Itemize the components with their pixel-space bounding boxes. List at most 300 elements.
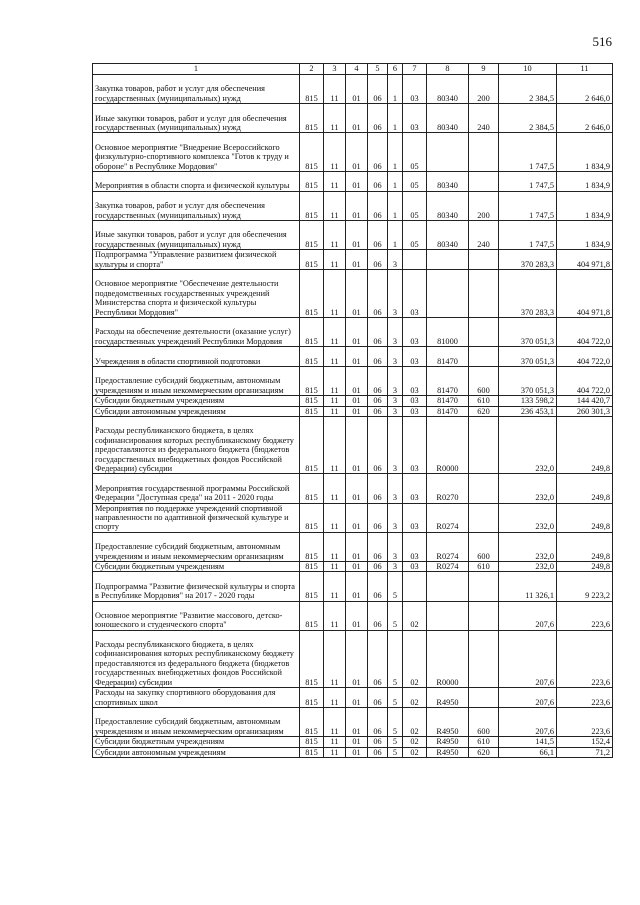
cell-c11: 2 646,0: [557, 75, 613, 104]
cell-c9: [469, 269, 499, 317]
cell-c9: [469, 630, 499, 687]
table-row: [93, 737, 613, 747]
cell-c8: R0274: [427, 532, 469, 561]
cell-c7: 05: [403, 133, 427, 172]
cell-c9: 600: [469, 532, 499, 561]
cell-c5: 06: [368, 347, 388, 367]
cell-c7: [403, 250, 427, 270]
cell-c8: 81470: [427, 347, 469, 367]
cell-c7: 03: [403, 474, 427, 503]
cell-c3: 11: [324, 630, 346, 687]
cell-c5: 06: [368, 416, 388, 473]
header-cell: 9: [469, 64, 499, 75]
cell-c8: R4950: [427, 737, 469, 747]
table-row: [93, 630, 613, 687]
cell-c2: 815: [300, 532, 324, 561]
budget-table: [92, 63, 613, 758]
cell-c5: 06: [368, 75, 388, 104]
cell-c4: 01: [346, 317, 368, 346]
cell-c4: 01: [346, 396, 368, 406]
cell-c5: 06: [368, 737, 388, 747]
cell-c10: 207,6: [499, 601, 557, 630]
cell-c3: 11: [324, 250, 346, 270]
row-name: Основное мероприятие "Развитие массового, детско-юношеского и студенческого спорта": [93, 601, 300, 630]
cell-c6: 3: [388, 317, 403, 346]
cell-c11: 2 646,0: [557, 104, 613, 133]
cell-c6: 1: [388, 220, 403, 249]
cell-c9: [469, 474, 499, 503]
cell-c7: 02: [403, 747, 427, 757]
cell-c5: 06: [368, 707, 388, 736]
cell-c4: 01: [346, 737, 368, 747]
header-cell: 11: [557, 64, 613, 75]
cell-c2: 815: [300, 191, 324, 220]
cell-c4: 01: [346, 220, 368, 249]
table-row: [93, 171, 613, 191]
header-cell: 5: [368, 64, 388, 75]
cell-c9: [469, 503, 499, 532]
cell-c7: 03: [403, 269, 427, 317]
cell-c5: 06: [368, 630, 388, 687]
cell-c11: 9 223,2: [557, 572, 613, 601]
header-cell: 6: [388, 64, 403, 75]
cell-c11: 249,8: [557, 532, 613, 561]
row-name: Подпрограмма "Развитие физической культуры и спорта в Республике Мордовия" на 2017 - 2020 годы: [93, 572, 300, 601]
cell-c3: 11: [324, 171, 346, 191]
cell-c8: 81470: [427, 366, 469, 395]
cell-c2: 815: [300, 347, 324, 367]
cell-c8: 81470: [427, 406, 469, 416]
cell-c9: 200: [469, 75, 499, 104]
cell-c10: 2 384,5: [499, 75, 557, 104]
cell-c4: 01: [346, 572, 368, 601]
cell-c5: 06: [368, 250, 388, 270]
cell-c3: 11: [324, 75, 346, 104]
cell-c5: 06: [368, 406, 388, 416]
cell-c5: 06: [368, 532, 388, 561]
cell-c10: 232,0: [499, 416, 557, 473]
cell-c11: 144 420,7: [557, 396, 613, 406]
cell-c6: 1: [388, 133, 403, 172]
cell-c8: [427, 133, 469, 172]
cell-c9: [469, 416, 499, 473]
cell-c2: 815: [300, 171, 324, 191]
cell-c8: 80340: [427, 171, 469, 191]
cell-c7: 03: [403, 406, 427, 416]
cell-c9: 240: [469, 220, 499, 249]
cell-c4: 01: [346, 532, 368, 561]
header-cell: 10: [499, 64, 557, 75]
cell-c10: 207,6: [499, 630, 557, 687]
cell-c3: 11: [324, 572, 346, 601]
row-name: Иные закупки товаров, работ и услуг для обеспечения государственных (муниципальных) нужд: [93, 220, 300, 249]
cell-c6: 3: [388, 474, 403, 503]
cell-c3: 11: [324, 269, 346, 317]
cell-c7: 03: [403, 532, 427, 561]
table-row: [93, 601, 613, 630]
cell-c4: 01: [346, 366, 368, 395]
cell-c8: 81000: [427, 317, 469, 346]
table-row: [93, 104, 613, 133]
row-name: Основное мероприятие "Внедрение Всероссийского физкультурно-спортивного комплекса "Готов к труду и обороне" в Республике Мордовия": [93, 133, 300, 172]
cell-c10: 66,1: [499, 747, 557, 757]
cell-c11: 152,4: [557, 737, 613, 747]
cell-c10: 370 051,3: [499, 317, 557, 346]
cell-c3: 11: [324, 532, 346, 561]
cell-c8: 80340: [427, 75, 469, 104]
row-name: Предоставление субсидий бюджетным, автономным учреждениям и иным некоммерческим организациям: [93, 366, 300, 395]
row-name: Расходы республиканского бюджета, в целях софинансирования которых республиканскому бюджету предоставляются из федерального бюджета (бюджетов государственных внебюджетных фондов Российской Федерации) субсидии: [93, 630, 300, 687]
cell-c9: 610: [469, 396, 499, 406]
table-row: [93, 406, 613, 416]
cell-c9: 620: [469, 747, 499, 757]
cell-c2: 815: [300, 104, 324, 133]
cell-c11: 404 971,8: [557, 269, 613, 317]
table-row: [93, 532, 613, 561]
cell-c9: 620: [469, 406, 499, 416]
cell-c5: 06: [368, 561, 388, 571]
cell-c6: 3: [388, 532, 403, 561]
cell-c3: 11: [324, 104, 346, 133]
cell-c10: 1 747,5: [499, 191, 557, 220]
cell-c4: 01: [346, 250, 368, 270]
cell-c8: R0274: [427, 561, 469, 571]
cell-c10: 1 747,5: [499, 133, 557, 172]
cell-c7: 03: [403, 104, 427, 133]
cell-c2: 815: [300, 561, 324, 571]
cell-c4: 01: [346, 191, 368, 220]
table-row: [93, 269, 613, 317]
cell-c11: 223,6: [557, 601, 613, 630]
table-row: [93, 347, 613, 367]
cell-c2: 815: [300, 630, 324, 687]
cell-c3: 11: [324, 347, 346, 367]
cell-c10: 2 384,5: [499, 104, 557, 133]
cell-c8: R0274: [427, 503, 469, 532]
table-row: [93, 366, 613, 395]
header-cell: 1: [93, 64, 300, 75]
cell-c5: 06: [368, 171, 388, 191]
cell-c7: 05: [403, 171, 427, 191]
cell-c6: 1: [388, 191, 403, 220]
cell-c5: 06: [368, 747, 388, 757]
cell-c2: 815: [300, 406, 324, 416]
cell-c9: [469, 601, 499, 630]
cell-c11: 249,8: [557, 561, 613, 571]
cell-c2: 815: [300, 416, 324, 473]
cell-c6: 3: [388, 561, 403, 571]
cell-c9: [469, 317, 499, 346]
cell-c10: 1 747,5: [499, 171, 557, 191]
row-name: Закупка товаров, работ и услуг для обеспечения государственных (муниципальных) нужд: [93, 191, 300, 220]
cell-c10: 1 747,5: [499, 220, 557, 249]
table-row: [93, 250, 613, 270]
cell-c9: [469, 133, 499, 172]
cell-c5: 06: [368, 133, 388, 172]
cell-c6: 5: [388, 747, 403, 757]
cell-c11: 1 834,9: [557, 191, 613, 220]
cell-c4: 01: [346, 416, 368, 473]
row-name: Мероприятия в области спорта и физической культуры: [93, 171, 300, 191]
cell-c2: 815: [300, 366, 324, 395]
cell-c9: 600: [469, 366, 499, 395]
cell-c3: 11: [324, 406, 346, 416]
cell-c7: 03: [403, 396, 427, 406]
cell-c5: 06: [368, 601, 388, 630]
cell-c5: 06: [368, 191, 388, 220]
cell-c2: 815: [300, 572, 324, 601]
cell-c11: 260 301,3: [557, 406, 613, 416]
cell-c6: 5: [388, 630, 403, 687]
cell-c2: 815: [300, 503, 324, 532]
cell-c2: 815: [300, 688, 324, 708]
cell-c8: [427, 250, 469, 270]
table-body: [93, 75, 613, 758]
cell-c3: 11: [324, 366, 346, 395]
cell-c7: 03: [403, 561, 427, 571]
cell-c6: 5: [388, 601, 403, 630]
cell-c10: 207,6: [499, 688, 557, 708]
cell-c4: 01: [346, 474, 368, 503]
cell-c3: 11: [324, 561, 346, 571]
cell-c5: 06: [368, 474, 388, 503]
table-row: [93, 191, 613, 220]
cell-c8: 81470: [427, 396, 469, 406]
cell-c7: 03: [403, 75, 427, 104]
cell-c2: 815: [300, 747, 324, 757]
cell-c6: 3: [388, 503, 403, 532]
cell-c11: 404 971,8: [557, 250, 613, 270]
cell-c3: 11: [324, 707, 346, 736]
cell-c5: 06: [368, 317, 388, 346]
cell-c11: 249,8: [557, 503, 613, 532]
cell-c7: [403, 572, 427, 601]
cell-c6: 1: [388, 75, 403, 104]
cell-c11: 223,6: [557, 630, 613, 687]
cell-c7: 03: [403, 347, 427, 367]
cell-c3: 11: [324, 474, 346, 503]
cell-c6: 3: [388, 269, 403, 317]
cell-c2: 815: [300, 737, 324, 747]
cell-c6: 5: [388, 572, 403, 601]
table-header-row: [93, 64, 613, 75]
row-name: Мероприятия по поддержке учреждений спортивной направленности по адаптивной физической культуре и спорту: [93, 503, 300, 532]
cell-c2: 815: [300, 317, 324, 346]
table-row: [93, 416, 613, 473]
cell-c5: 06: [368, 366, 388, 395]
table-row: [93, 561, 613, 571]
cell-c2: 815: [300, 75, 324, 104]
cell-c4: 01: [346, 347, 368, 367]
cell-c8: R4950: [427, 688, 469, 708]
cell-c4: 01: [346, 406, 368, 416]
cell-c5: 06: [368, 503, 388, 532]
cell-c3: 11: [324, 503, 346, 532]
cell-c11: 1 834,9: [557, 171, 613, 191]
cell-c10: 370 051,3: [499, 366, 557, 395]
cell-c4: 01: [346, 561, 368, 571]
table-row: [93, 572, 613, 601]
cell-c2: 815: [300, 601, 324, 630]
cell-c9: [469, 171, 499, 191]
cell-c3: 11: [324, 396, 346, 406]
row-name: Субсидии бюджетным учреждениям: [93, 561, 300, 571]
cell-c6: 3: [388, 416, 403, 473]
cell-c8: R4950: [427, 747, 469, 757]
row-name: Основное мероприятие "Обеспечение деятельности подведомственных государственных учреждений Министерства спорта и физической культуры Республики Мордовия": [93, 269, 300, 317]
cell-c4: 01: [346, 171, 368, 191]
cell-c8: [427, 601, 469, 630]
cell-c11: 404 722,0: [557, 317, 613, 346]
cell-c10: 370 283,3: [499, 269, 557, 317]
cell-c10: 370 283,3: [499, 250, 557, 270]
row-name: Предоставление субсидий бюджетным, автономным учреждениям и иным некоммерческим организациям: [93, 532, 300, 561]
cell-c3: 11: [324, 416, 346, 473]
cell-c7: 03: [403, 366, 427, 395]
cell-c7: 02: [403, 737, 427, 747]
cell-c7: 05: [403, 191, 427, 220]
row-name: Субсидии автономным учреждениям: [93, 747, 300, 757]
cell-c5: 06: [368, 572, 388, 601]
row-name: Предоставление субсидий бюджетным, автономным учреждениям и иным некоммерческим организациям: [93, 707, 300, 736]
cell-c2: 815: [300, 220, 324, 249]
cell-c4: 01: [346, 688, 368, 708]
cell-c11: 249,8: [557, 416, 613, 473]
row-name: Иные закупки товаров, работ и услуг для обеспечения государственных (муниципальных) нужд: [93, 104, 300, 133]
cell-c2: 815: [300, 133, 324, 172]
table-row: [93, 317, 613, 346]
cell-c7: 03: [403, 416, 427, 473]
table-row: [93, 220, 613, 249]
cell-c5: 06: [368, 104, 388, 133]
cell-c2: 815: [300, 396, 324, 406]
cell-c9: [469, 250, 499, 270]
cell-c3: 11: [324, 601, 346, 630]
row-name: Расходы на закупку спортивного оборудования для спортивных школ: [93, 688, 300, 708]
cell-c9: 200: [469, 191, 499, 220]
cell-c10: 207,6: [499, 707, 557, 736]
cell-c7: 02: [403, 688, 427, 708]
cell-c4: 01: [346, 630, 368, 687]
table-row: [93, 707, 613, 736]
cell-c8: R4950: [427, 707, 469, 736]
cell-c10: 141,5: [499, 737, 557, 747]
cell-c11: 1 834,9: [557, 220, 613, 249]
row-name: Мероприятия государственной программы Российской Федерации "Доступная среда" на 2011 - 2020 годы: [93, 474, 300, 503]
header-cell: 7: [403, 64, 427, 75]
cell-c6: 1: [388, 104, 403, 133]
table-row: [93, 75, 613, 104]
cell-c9: 610: [469, 737, 499, 747]
cell-c8: [427, 572, 469, 601]
cell-c3: 11: [324, 317, 346, 346]
row-name: Расходы на обеспечение деятельности (оказание услуг) государственных учреждений Республики Мордовия: [93, 317, 300, 346]
cell-c11: 223,6: [557, 688, 613, 708]
row-name: Закупка товаров, работ и услуг для обеспечения государственных (муниципальных) нужд: [93, 75, 300, 104]
row-name: Субсидии автономным учреждениям: [93, 406, 300, 416]
table-row: [93, 747, 613, 757]
cell-c3: 11: [324, 220, 346, 249]
table-row: [93, 503, 613, 532]
row-name: Субсидии бюджетным учреждениям: [93, 737, 300, 747]
cell-c8: R0000: [427, 416, 469, 473]
cell-c5: 06: [368, 220, 388, 249]
header-cell: 3: [324, 64, 346, 75]
table-row: [93, 396, 613, 406]
cell-c7: 02: [403, 630, 427, 687]
cell-c6: 3: [388, 347, 403, 367]
cell-c11: 249,8: [557, 474, 613, 503]
cell-c6: 5: [388, 707, 403, 736]
cell-c6: 3: [388, 406, 403, 416]
page-number: 516: [592, 34, 612, 49]
cell-c8: 80340: [427, 191, 469, 220]
cell-c6: 3: [388, 396, 403, 406]
cell-c4: 01: [346, 503, 368, 532]
table-row: [93, 688, 613, 708]
header-cell: 8: [427, 64, 469, 75]
cell-c6: 3: [388, 250, 403, 270]
cell-c7: 02: [403, 707, 427, 736]
cell-c4: 01: [346, 104, 368, 133]
cell-c6: 3: [388, 366, 403, 395]
cell-c8: 80340: [427, 104, 469, 133]
cell-c4: 01: [346, 133, 368, 172]
cell-c9: [469, 688, 499, 708]
cell-c5: 06: [368, 269, 388, 317]
header-cell: 2: [300, 64, 324, 75]
cell-c7: 03: [403, 317, 427, 346]
cell-c8: 80340: [427, 220, 469, 249]
cell-c10: 370 051,3: [499, 347, 557, 367]
cell-c7: 03: [403, 503, 427, 532]
cell-c10: 11 326,1: [499, 572, 557, 601]
cell-c9: 240: [469, 104, 499, 133]
cell-c8: R0000: [427, 630, 469, 687]
cell-c11: 223,6: [557, 707, 613, 736]
cell-c11: 1 834,9: [557, 133, 613, 172]
cell-c4: 01: [346, 707, 368, 736]
cell-c10: 133 598,2: [499, 396, 557, 406]
cell-c2: 815: [300, 707, 324, 736]
cell-c11: 71,2: [557, 747, 613, 757]
cell-c6: 5: [388, 688, 403, 708]
cell-c4: 01: [346, 747, 368, 757]
cell-c6: 1: [388, 171, 403, 191]
cell-c2: 815: [300, 250, 324, 270]
cell-c8: [427, 269, 469, 317]
cell-c2: 815: [300, 269, 324, 317]
cell-c3: 11: [324, 737, 346, 747]
cell-c9: 610: [469, 561, 499, 571]
cell-c10: 232,0: [499, 561, 557, 571]
cell-c4: 01: [346, 601, 368, 630]
row-name: Расходы республиканского бюджета, в целях софинансирования которых республиканскому бюджету предоставляются из федерального бюджета (бюджетов государственных внебюджетных фондов Российской Федерации) субсидии: [93, 416, 300, 473]
cell-c5: 06: [368, 688, 388, 708]
cell-c11: 404 722,0: [557, 347, 613, 367]
cell-c3: 11: [324, 133, 346, 172]
cell-c10: 232,0: [499, 532, 557, 561]
cell-c9: [469, 572, 499, 601]
cell-c7: 05: [403, 220, 427, 249]
row-name: Подпрограмма "Управление развитием физической культуры и спорта": [93, 250, 300, 270]
cell-c5: 06: [368, 396, 388, 406]
cell-c4: 01: [346, 269, 368, 317]
cell-c3: 11: [324, 747, 346, 757]
cell-c3: 11: [324, 688, 346, 708]
cell-c9: [469, 347, 499, 367]
table-row: [93, 474, 613, 503]
